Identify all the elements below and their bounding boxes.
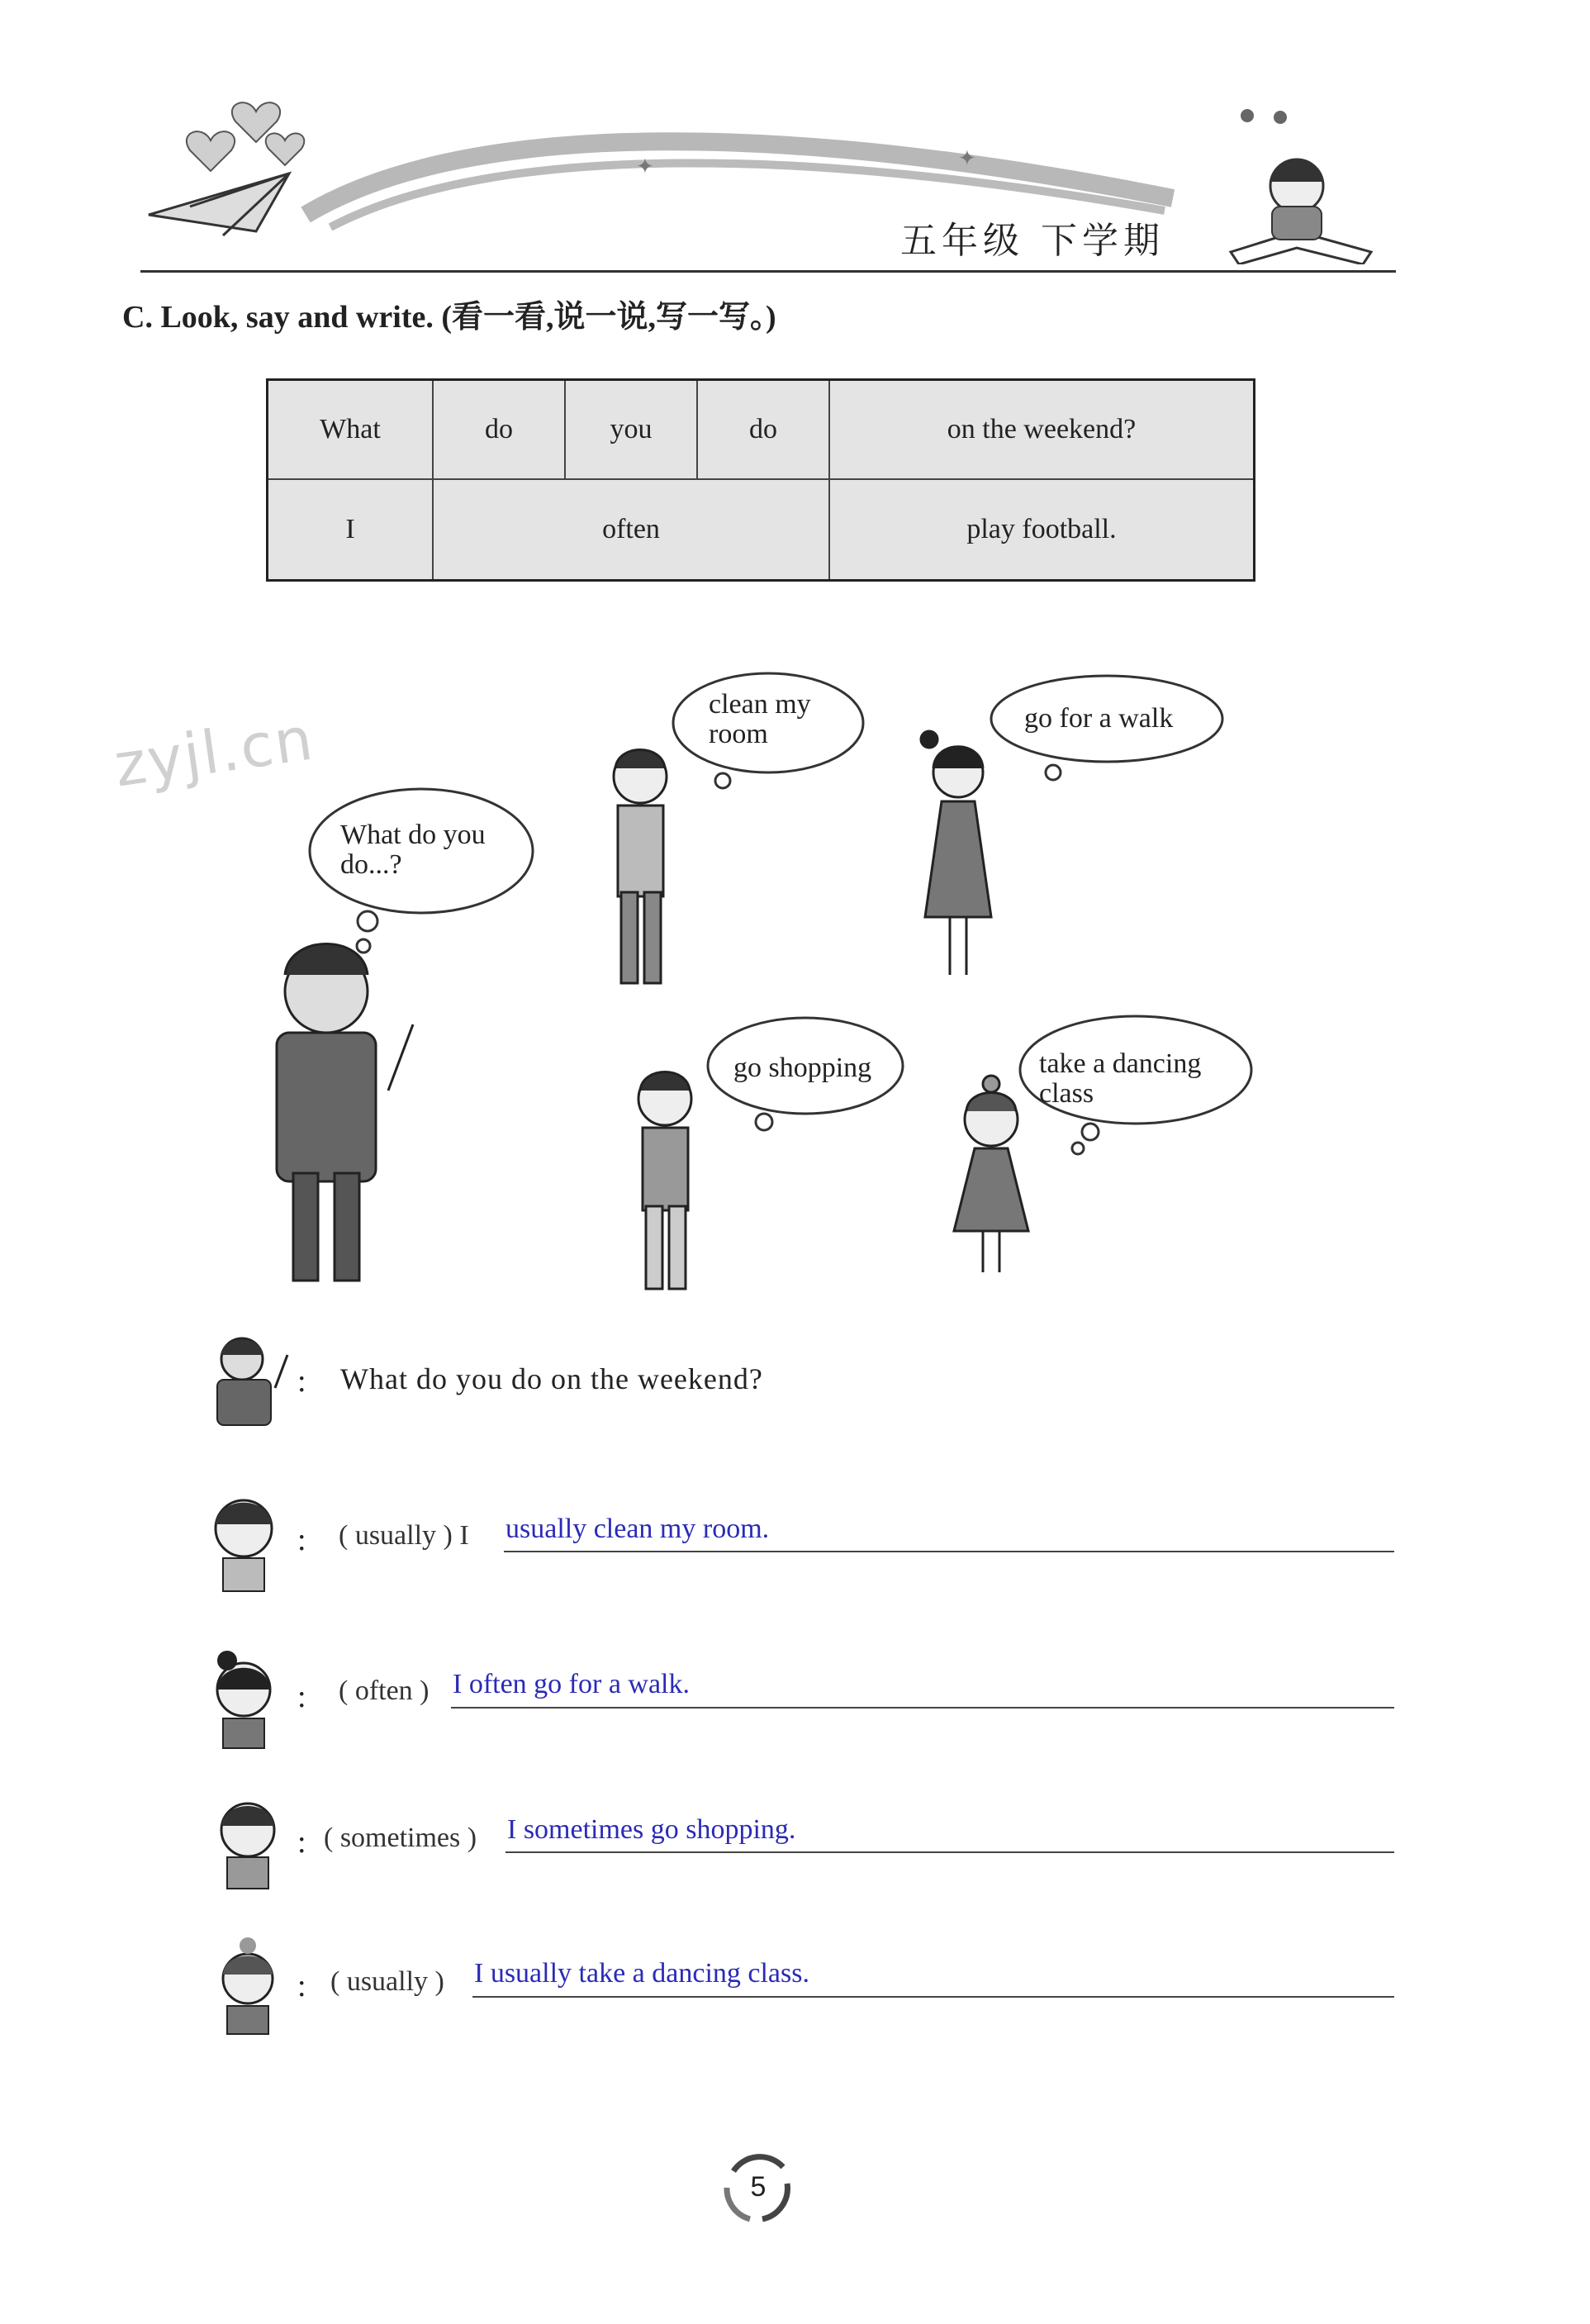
girl-reading-icon: [1231, 109, 1371, 264]
table-cell: I: [268, 480, 434, 579]
answer-line: [505, 1851, 1394, 1853]
table-cell: What: [268, 381, 434, 480]
girl1-avatar: [202, 1644, 285, 1751]
girl1-figure: [921, 731, 991, 975]
colon: :: [297, 1523, 306, 1557]
question-text: What do you do on the weekend?: [340, 1362, 763, 1395]
header-divider: [140, 270, 1396, 273]
paper-plane-icon: [149, 173, 289, 235]
colon: :: [297, 1680, 306, 1714]
colon: :: [297, 1969, 306, 2003]
heart-balloons-icon: [187, 102, 304, 171]
boy2-figure: [638, 1072, 691, 1290]
boy2-bubble-text: go shopping: [733, 1053, 872, 1083]
girl2-figure: [954, 1076, 1028, 1272]
teacher-figure: [277, 944, 413, 1281]
teacher-avatar: [197, 1330, 296, 1429]
boy1-bubble-text: clean my room: [709, 689, 811, 749]
table-cell: you: [566, 381, 698, 480]
grade-term-label: 五年级 下学期: [900, 220, 1165, 262]
boy2-avatar: [206, 1793, 289, 1892]
table-cell: play football.: [966, 514, 1117, 544]
table-cell: do: [698, 381, 830, 480]
colon: :: [297, 1825, 306, 1860]
table-cell: often: [434, 480, 830, 579]
header-illustration: [140, 91, 1396, 264]
girl2-bubble-text: take a dancing class: [1039, 1048, 1202, 1109]
colon: :: [297, 1364, 306, 1399]
answer-line: [472, 1996, 1394, 1998]
answer-text[interactable]: I sometimes go shopping.: [507, 1814, 796, 1845]
adverb-cue: ( sometimes ): [324, 1823, 477, 1853]
section-title: C. Look, say and write. (看一看,说一说,写一写。): [122, 300, 776, 335]
svg-text:✦: ✦: [636, 154, 654, 178]
sentence-table: [266, 378, 1255, 582]
boy1-figure: [614, 750, 667, 984]
svg-text:✦: ✦: [958, 146, 976, 170]
adverb-cue: ( usually ) I: [339, 1520, 469, 1551]
girl1-bubble-text: go for a walk: [1024, 703, 1174, 734]
page-number: 5: [750, 2171, 767, 2203]
answer-line: [504, 1551, 1394, 1552]
answer-text[interactable]: I usually take a dancing class.: [474, 1958, 809, 1989]
adverb-cue: ( often ): [339, 1675, 430, 1706]
adverb-cue: ( usually ): [330, 1966, 444, 1997]
answer-text[interactable]: I often go for a walk.: [453, 1669, 691, 1699]
answer-text[interactable]: usually clean my room.: [505, 1514, 770, 1544]
girl2-avatar: [206, 1933, 289, 2036]
table-cell: on the weekend?: [830, 381, 1253, 480]
watermark: zyjl.cn: [110, 703, 319, 801]
boy1-avatar: [202, 1487, 285, 1594]
answer-line: [451, 1707, 1394, 1709]
teacher-bubble-text: What do you do...?: [340, 820, 486, 880]
table-cell: do: [434, 381, 566, 480]
